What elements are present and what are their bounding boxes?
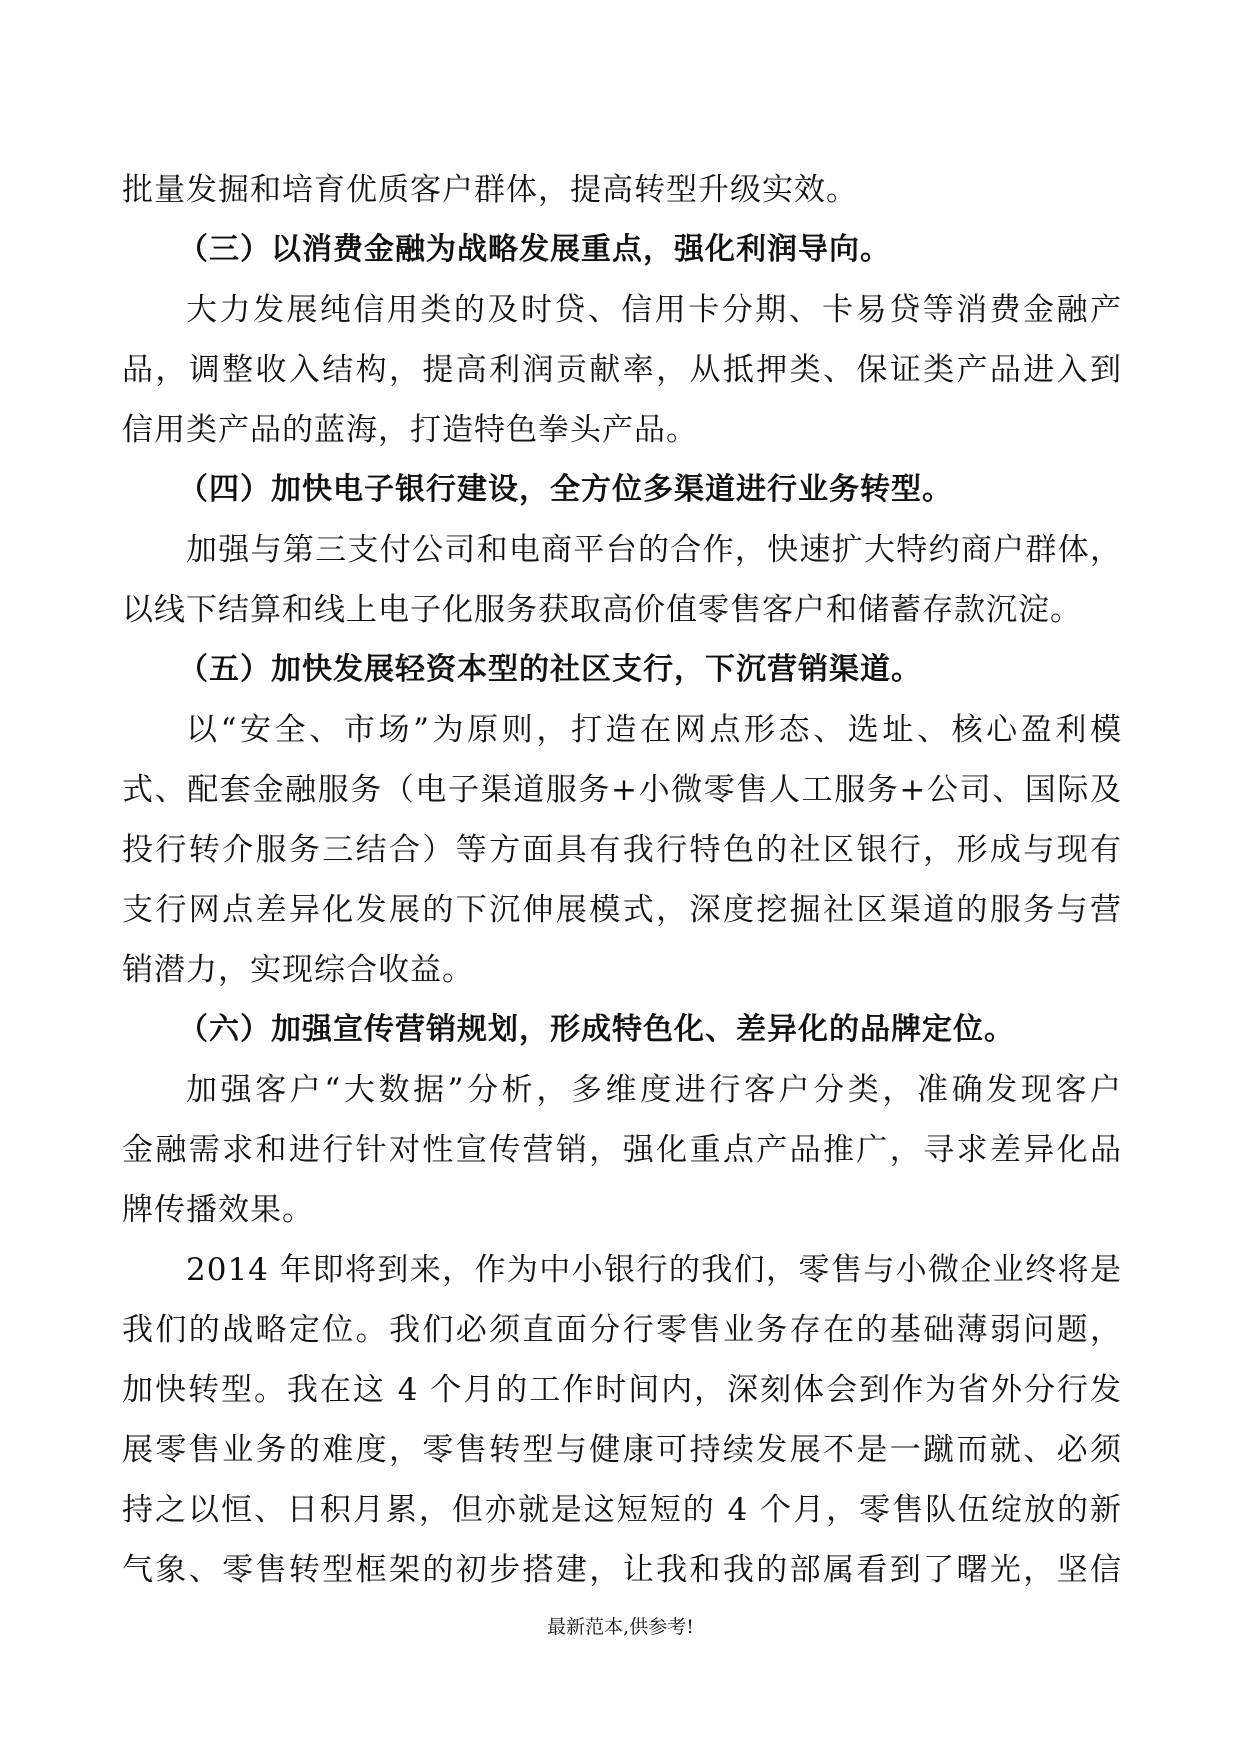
text-line: 式、配套金融服务（电子渠道服务+小微零售人工服务+公司、国际及 bbox=[122, 772, 1122, 808]
text-line: 展零售业务的难度，零售转型与健康可持续发展不是一蹴而就、必须 bbox=[122, 1432, 1122, 1468]
text-line: 加强客户“大数据”分析，多维度进行客户分类，准确发现客户 bbox=[186, 1072, 1122, 1108]
paragraph bbox=[122, 520, 1122, 640]
page-footer: 最新范本,供参考! bbox=[547, 1616, 694, 1638]
text-line: 以线下结算和线上电子化服务获取高价值零售客户和储蓄存款沉淀。 bbox=[122, 592, 1082, 628]
paragraph bbox=[122, 160, 1122, 220]
text-line: 加强与第三支付公司和电商平台的合作，快速扩大特约商户群体， bbox=[186, 532, 1122, 568]
section-heading: （三）以消费金融为战略发展重点，强化利润导向。 bbox=[178, 232, 891, 267]
text-line: 加快转型。我在这 4 个月的工作时间内，深刻体会到作为省外分行发 bbox=[122, 1372, 1122, 1408]
document-body bbox=[122, 160, 1122, 1600]
text-line: 气象、零售转型框架的初步搭建，让我和我的部属看到了曙光，坚信 bbox=[122, 1552, 1122, 1588]
text-line: 我们的战略定位。我们必须直面分行零售业务存在的基础薄弱问题， bbox=[122, 1312, 1122, 1348]
text-line: 批量发掘和培育优质客户群体，提高转型升级实效。 bbox=[122, 172, 858, 208]
text-line: 投行转介服务三结合）等方面具有我行特色的社区银行，形成与现有 bbox=[122, 832, 1122, 868]
section-heading: （五）加快发展轻资本型的社区支行，下沉营销渠道。 bbox=[178, 652, 922, 687]
paragraph bbox=[122, 280, 1122, 460]
paragraph bbox=[122, 700, 1122, 1000]
text-line: 牌传播效果。 bbox=[122, 1192, 314, 1228]
text-line: 持之以恒、日积月累，但亦就是这短短的 4 个月，零售队伍绽放的新 bbox=[122, 1492, 1122, 1528]
section-heading: （四）加快电子银行建设，全方位多渠道进行业务转型。 bbox=[178, 472, 953, 507]
text-line: 销潜力，实现综合收益。 bbox=[122, 952, 474, 988]
text-line: 大力发展纯信用类的及时贷、信用卡分期、卡易贷等消费金融产 bbox=[186, 292, 1122, 328]
text-line: 信用类产品的蓝海，打造特色拳头产品。 bbox=[122, 412, 698, 448]
paragraph bbox=[122, 1240, 1122, 1600]
paragraph bbox=[122, 1060, 1122, 1240]
document-page bbox=[122, 160, 1122, 1600]
text-line: 金融需求和进行针对性宣传营销，强化重点产品推广，寻求差异化品 bbox=[122, 1132, 1122, 1168]
text-line: 支行网点差异化发展的下沉伸展模式，深度挖掘社区渠道的服务与营 bbox=[122, 892, 1122, 928]
section-heading: （六）加强宣传营销规划，形成特色化、差异化的品牌定位。 bbox=[178, 1012, 1015, 1047]
text-line: 品，调整收入结构，提高利润贡献率，从抵押类、保证类产品进入到 bbox=[122, 352, 1122, 388]
text-line: 以“安全、市场”为原则，打造在网点形态、选址、核心盈利模 bbox=[186, 712, 1122, 748]
text-line: 2014 年即将到来，作为中小银行的我们，零售与小微企业终将是 bbox=[186, 1252, 1122, 1288]
